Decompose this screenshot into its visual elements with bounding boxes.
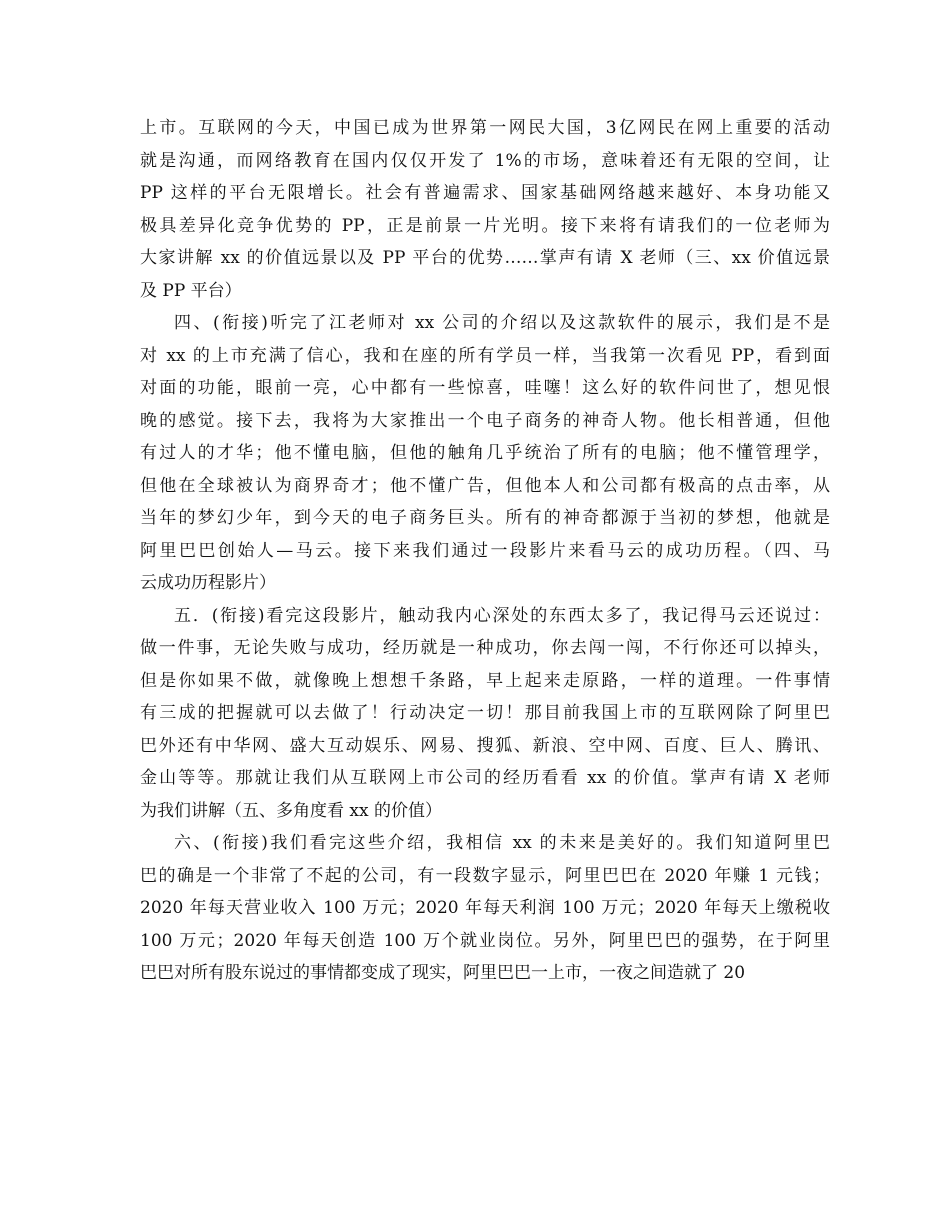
paragraph-start-line: 四、(衔接)听完了江老师对 xx 公司的介绍以及这款软件的展示，我们是不是 xyxy=(174,313,830,333)
text-line: 晚的感觉。接下去，我将为大家推出一个电子商务的神奇人物。他长相普通，但他 xyxy=(140,410,830,431)
text-line: PP 这样的平台无限增长。社会有普遍需求、国家基础网络越来越好、本身功能又 xyxy=(140,183,830,203)
text-line: 巴外还有中华网、盛大互动娱乐、网易、搜狐、新浪、空中网、百度、巨人、腾讯、 xyxy=(140,735,830,756)
text-line: 就是沟通，而网络教育在国内仅仅开发了 1%的市场，意味着还有无限的空间，让 xyxy=(140,150,830,171)
text-line: 有三成的把握就可以去做了！行动决定一切！那目前我国上市的互联网除了阿里巴 xyxy=(140,703,830,723)
text-line: 2020 年每天营业收入 100 万元；2020 年每天利润 100 万元；2020 年每天上缴税收 xyxy=(140,898,830,918)
text-line: 做一件事，无论失败与成功，经历就是一种成功，你去闯一闯，不行你还可以掉头， xyxy=(140,638,830,658)
text-line: 对面的功能，眼前一亮，心中都有一些惊喜，哇噻！这么好的软件问世了，想见恨 xyxy=(140,378,830,398)
text-line: 巴巴对所有股东说过的事情都变成了现实，阿里巴巴一上市，一夜之间造就了 20 xyxy=(140,963,746,983)
text-line: 巴的确是一个非常了不起的公司，有一段数字显示，阿里巴巴在 2020 年赚 1 元钱； xyxy=(140,865,830,886)
paragraph-start-line: 五．(衔接)看完这段影片，触动我内心深处的东西太多了，我记得马云还说过： xyxy=(174,605,830,626)
text-line: 上市。互联网的今天，中国已成为世界第一网民大国，3亿网民在网上重要的活动 xyxy=(140,118,830,138)
text-line: 但他在全球被认为商界奇才；他不懂广告，但他本人和公司都有极高的点击率，从 xyxy=(140,475,830,496)
text-line: 及 PP 平台） xyxy=(140,280,242,301)
paragraph-start-line: 六、(衔接)我们看完这些介绍，我相信 xx 的未来是美好的。我们知道阿里巴 xyxy=(174,833,830,853)
text-line: 有过人的才华；他不懂电脑，但他的触角几乎统治了所有的电脑；他不懂管理学， xyxy=(140,443,830,463)
text-line: 云成功历程影片） xyxy=(140,573,276,593)
text-line: 100 万元；2020 年每天创造 100 万个就业岗位。另外，阿里巴巴的强势，在于阿里 xyxy=(140,930,830,951)
text-line: 为我们讲解（五、多角度看 xx 的价值） xyxy=(140,800,442,821)
body-text xyxy=(140,112,830,990)
text-line: 对 xx 的上市充满了信心，我和在座的所有学员一样，当我第一次看见 PP，看到面 xyxy=(140,345,830,366)
text-line: 极具差异化竞争优势的 PP，正是前景一片光明。接下来将有请我们的一位老师为 xyxy=(140,215,830,236)
text-line: 阿里巴巴创始人—马云。接下来我们通过一段影片来看马云的成功历程。（四、马 xyxy=(140,540,830,561)
text-line: 当年的梦幻少年，到今天的电子商务巨头。所有的神奇都源于当初的梦想，他就是 xyxy=(140,508,830,528)
text-line: 金山等等。那就让我们从互联网上市公司的经历看看 xx 的价值。掌声有请 X 老师 xyxy=(140,768,830,788)
text-line: 大家讲解 xx 的价值远景以及 PP 平台的优势……掌声有请 X 老师（三、xx 价值远景 xyxy=(140,248,830,268)
text-line: 但是你如果不做，就像晚上想想千条路，早上起来走原路，一样的道理。一件事情 xyxy=(140,670,830,691)
